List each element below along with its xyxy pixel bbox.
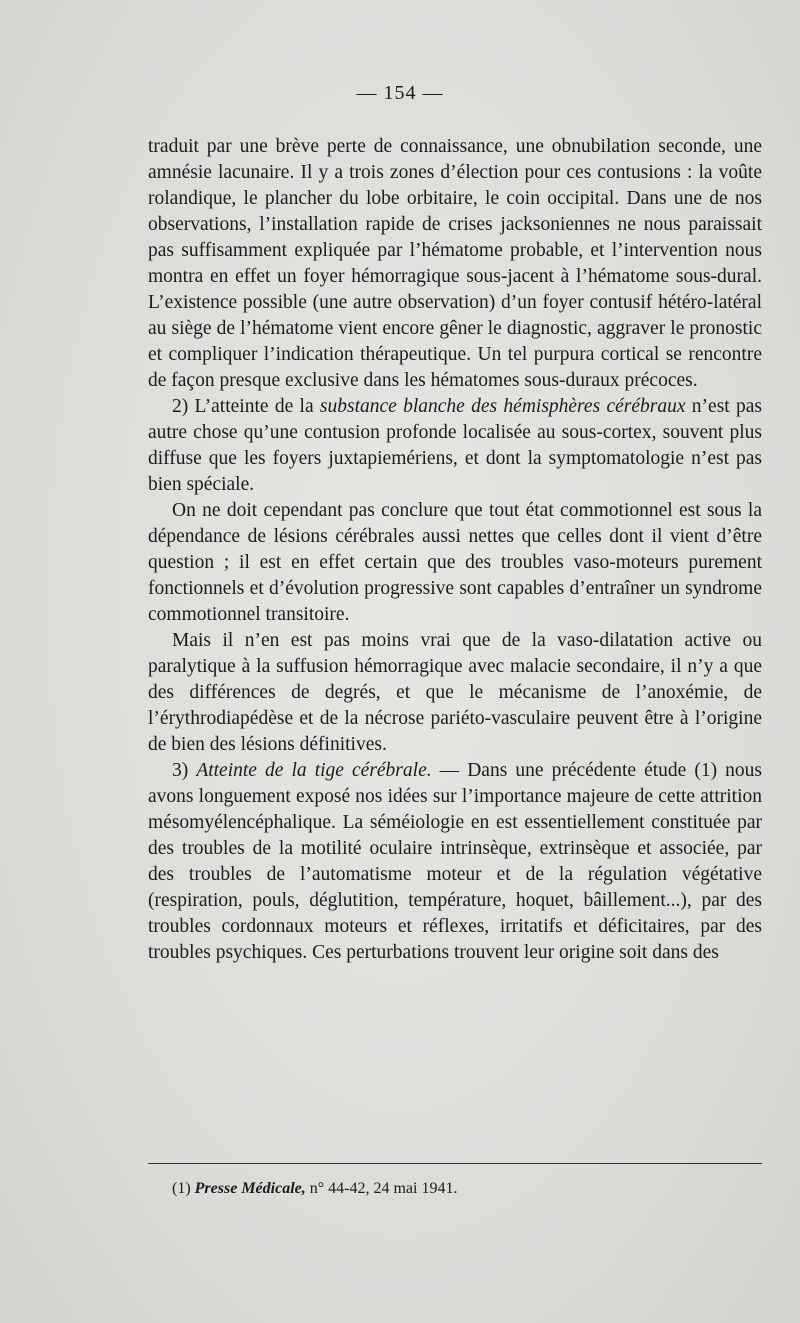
footnote-divider: [148, 1163, 762, 1164]
paragraph-5-lead: 3): [172, 760, 197, 781]
footnote-citation: n° 44-42, 24 mai 1941.: [305, 1180, 458, 1197]
paragraph-2-lead: 2) L’atteinte de la: [172, 396, 320, 417]
paragraph-2-text: n’est pas autre chose qu’une contusion profonde localisée au sous-cortex, souvent plus diffuse que les foyers juxtapiemériens, et dont la symptomatologie n’est pas bien spéciale.: [148, 396, 762, 495]
paragraph-2-italic-term: substance blanche des hémisphères cérébraux: [319, 396, 686, 417]
page-number: — 154 —: [356, 82, 444, 104]
paragraph-5: [148, 758, 762, 966]
paragraph-3: On ne doit cependant pas conclure que tout état commotionnel est sous la dépendance de lésions cérébrales aussi nettes que celles dont il vient d’être question ; il est en effet certain que des troubles vaso-moteurs purement fonctionnels et d’évolution progressive sont capables d’entraîner un syndrome commotionnel transitoire.: [148, 500, 762, 625]
paragraph-5-text: — Dans une précédente étude (1) nous avons longuement exposé nos idées sur l’importance majeure de cette attrition mésomyélencéphalique. La séméiologie en est essentiellement constituée par des troubles de la motilité oculaire intrinsèque, extrinsèque et associée, par des troubles de l’automatisme moteur et de la régulation végétative (respiration, pouls, déglutition, température, hoquet, bâillement...), par des troubles cordonnaux moteurs et réflexes, irritatifs et déficitaires, par des troubles psychiques. Ces perturbations trouvent leur origine soit dans des: [148, 760, 762, 963]
paragraph-5-italic-heading: Atteinte de la tige cérébrale.: [196, 760, 432, 781]
body-text: [148, 134, 762, 966]
paragraph-1: traduit par une brève perte de connaissance, une obnubilation seconde, une amnésie lacunaire. Il y a trois zones d’élection pour ces contusions : la voûte rolandique, le plancher du lobe orbitaire, le coin occipital. Dans une de nos observations, l’installation rapide de crises jacksoniennes ne nous paraissait pas suffisamment expliquée par l’hématome probable, et l’intervention nous montra en effet un foyer hémorragique sous-jacent à l’hématome sous-dural. L’existence possible (une autre observation) d’un foyer contusif hétéro-latéral au siège de l’hématome vient encore gêner le diagnostic, aggraver le pronostic et compliquer l’indication thérapeutique. Un tel purpura cortical se rencontre de façon presque exclusive dans les hématomes sous-duraux précoces.: [148, 136, 762, 391]
footnote-journal: Presse Médicale,: [194, 1180, 306, 1197]
paragraph-4: Mais il n’en est pas moins vrai que de la vaso-dilatation active ou paralytique à la suffusion hémorragique avec malacie secondaire, il n’y a que des différences de degrés, et que le mécanisme de l’anoxémie, de l’érythrodiapédèse et de la nécrose pariéto-vasculaire peuvent être à l’origine de bien des lésions définitives.: [148, 630, 762, 755]
paragraph-2: [148, 394, 762, 498]
footnote: [172, 1178, 762, 1200]
footnote-marker: (1): [172, 1180, 195, 1197]
